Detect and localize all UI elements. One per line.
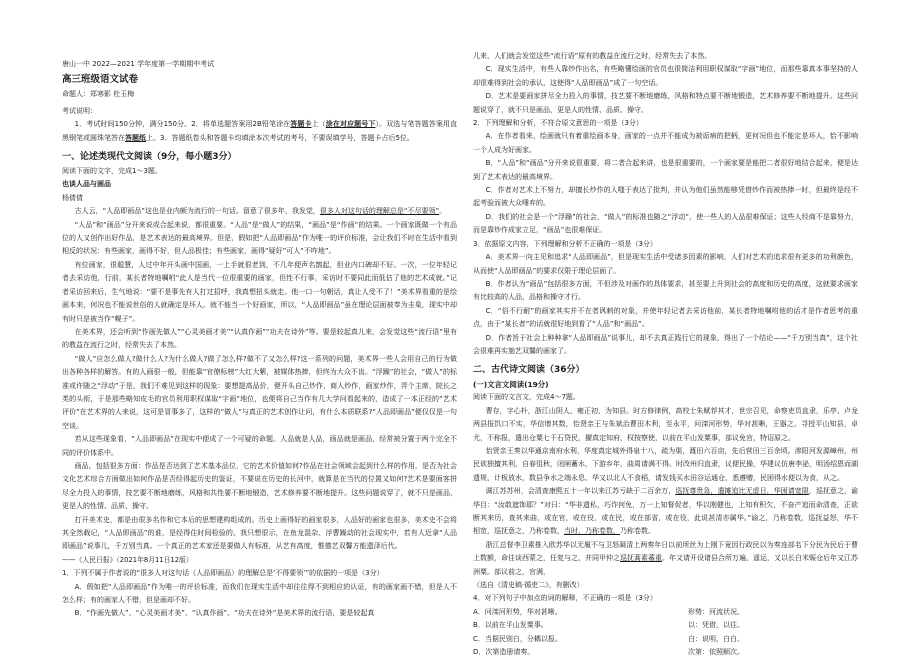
section1-intro: 阅读下面的文字，完成1～3题。 [62,167,162,176]
question-4-option-a-gloss: 形势：河流状况。 [688,607,744,616]
article-paragraph: 有位画家，很聪慧，人过中年开头画中国画，一上手就很老到，不几年便声名鹊起，但业内口碑却不好。一次，一位年轻记者去采访他，行前，某长者特地嘱咐“此人是当代一位很重要的画家，但性不行事，采访时不要同此而低估了他的艺术成就。”记者采访回来后，生气地说：“要不是事先有人打过招呼，我真想扭头就走。他一口一句朝话，真让人受不了！”美术界看重的是绘画本来，何况也不能说世俗的人就确定是坏人。就不能当一个好画家，所以，“人品即画品”虽在理论层面被奉为圭臬，现实中却有时只是被当作“幌子”。 [62,260,457,323]
article-paragraph: 打开美术史，都是由很多名作和它本后的思想建构组成的。历史上画得好的画家很多，人品好的画家也很多，美术史不会将其全然载记，“人品即画品”的谁，是经得住时间检验的。我只想很示，在鱼龙混杂、浮曹躁动的社会现实中，若有人近拿“人品即画品”说事儿，千万别当真。一个真正的艺术家还是要做人有标准，从艺有高度，惟德艺双馨方能遗泽后代。 [62,515,457,551]
question-4-option-b-gloss: 以：凭借，以往。 [688,621,744,630]
section2-intro: 阅读下面的文言文，完成4～7题。 [473,393,580,402]
question-4-option-c-gloss: 白：说明，白白。 [688,634,744,643]
section1-heading: 一、论述类现代文阅读（9分，每小题3分） [62,152,237,163]
article-paragraph: 在美术界，还会听到“作画先做人”“心灵美画才美”“认真作画”“功夫在诗外”等。要是较起真儿来，会发觉这些“流行语”里有的教益在流行之时，经常失去了本然。 [62,327,457,350]
instructions-body: 1．考试时间150分钟，满分150分。2．将单选题答案用2B铅笔涂在答题卡上（涂在对应题号下）。双选与笔答题答案用直黑钢笔或圆珠笔答在答题纸上。3．答题纸卷头和答题卡均填涂本次考试的考号，不要误填学号，答题卡占后5位。 [62,120,458,142]
instructions-heading: 考试说明： [62,106,97,115]
question-4-option-d-gloss: 次第：依照顺次。 [688,648,744,657]
article-source: ——《人民日报》（2021年8月11日12版） [62,555,193,564]
article-paragraph: 若从这些现象看，“人品即画品”在现实中便成了一个可疑的命题。人品就是人品，画品就是画品，经常被分置于两个完全不同的评价体系中。 [62,435,457,457]
question-1: 1．下列不属于作者说的“很多人对这句话（人品即画品）的理解总是‘不得要领’”的依据的一项是（3分） [62,569,384,578]
article-paragraph: 画品，包括很多方面：作品是否达到了艺术基本品位，它的艺术价值如何?作品在社会领域会起到什么样的作用，是否为社会文化艺术综合方面做出如何作品是否经得起历史的鉴证，不要说在历史的长河中，就算是在当代的位置又如何?艺术是要面客拼尽全力投入的事情，技艺要不断地磨练，风格和共性要不断地锻造，艺术修养要不断地提升。这些问题说穿了，就不只是画品，更是人的性情、品质、操守。 [62,461,457,511]
section2-subheading: (一)文言文阅读(19分) [473,380,549,390]
article-title: 也谈人品与画品 [62,180,111,189]
question-4-option-b: B．以前在平山发粟事。 [473,621,548,630]
article-author: 杨倩倩 [62,193,83,202]
question-3-option-b: B．作者认为“画品”包括很多方面，不但涉及对画作的具体要求，甚至要上升到社会的高度和历史的高度，这就要求画家有比较高的人品，品格和操守才行。 [473,279,858,302]
article-paragraph: “做人”应怎么做人?做什么人?为什么做人?做了怎么样?做不了又怎么样?这一系列的问题，美术界一些人会用自己的行为做出各种各样的解答。有的人画很一般，但能靠“官僚标榜”大红大紫，被媒体热捧，但终为大众不齿。“浮躁”的社会，“做人”的标准或许随之“浮动”于是，我们不难见到这样的现象：要想提高品价，便开头自己炒作，商人炒作，画家炒作，弄个主席，院长之类的头衔，于是那些略知皮毛的官员利用职权谋取“字画”地位，也便将自己当作有几大学问看起来的，造成了一本正经的“艺术评价”在艺术界的人来说，这可是冒事多了，这样的“做人”与真正的艺术创作让问，有什么本质联系?“人品即画品”便仅仅是一句空谈。 [62,354,457,430]
question-4-option-c: C．当据民别白，分耦以报。 [473,634,562,643]
question-3: 3．依据原文内容，下列理解和分析不正确的一项是（3分） [473,239,657,248]
question-1-option-b: B．“作画先做人”、“心灵美画才美”、“认真作画”、“功夫在诗外”是美术界的流行语，要是较起真 [74,609,375,618]
question-4-option-a: A．问滦河形势，华对甚晰。 [473,607,562,616]
question-3-option-d: D．作者旨于社会上种种拿“人品即画品”说事儿，却不去真正践行它的现象，得出了一个结论——“千万别当真”，这个社会很难再实施艺双馨的画家了。 [473,333,858,355]
question-4: 4．对下列句子中加点的词的解释，不正确的一项是（3分） [473,594,657,603]
question-2-option-a: A．在作者看来，绘画就只有着重绘画本身，画家的一点并不能成为被诟病的把柄，更何况但也不能定是坏人，恰不影响一个人成为好画家。 [473,132,858,154]
article-paragraph: 古人云，“人品即画品”这也是业内颇为流行的一句话。留意了很多年，我发觉，很多人对这句话的理解总是“不尽要领”。 [74,207,447,216]
continued-text: 儿来，人们就会发觉这些“流行语”原有的教益在流行之时，经常失去了本然。 [473,52,712,60]
question-4-option-d: D．次第造册请奏。 [473,648,535,657]
question-2-option-c: C．作者对艺术上不努力，却擅长炒作的人嗤于表达了批判，并认为他们虽然能够凭借炒作而被热捧一时，但最终是经不起考验而被大众唾弃的。 [473,186,858,208]
exam-title: 高三班级语文试卷 [62,74,139,86]
left-column [62,0,457,651]
question-1-option-c: C．现实生活中，有些人靠炒作出名，有些略懂绘画的官员也很简洁利用职权谋取“字画”地位，而那些靠真本事坚持的人却很难得到社会的承认，这使得“人品即画品”成了一句空话。 [473,65,858,87]
authors-line: 命题人：郑寒影 杜玉梅 [62,90,135,99]
question-2-option-d: D．我们的社会是一个“浮躁”的社会，“做人”的标准也随之“浮动”，使一些人的人品很难保证；这些人经商不是靠努力，而是靠炒作成家立足，“画品”也很难保证。 [473,212,858,235]
question-1-option-a: A．假如把“人品即画品”作为唯一的评价标准，而我们在现实生活中却往往得不到相应的认证，有的画家画不错，但是人不怎么样；有的画家人不错，但是画却不好。 [62,582,457,605]
classical-paragraph: 调江苏苏州，会清查康熙五十一年以来江苏亏缺于二百余万，巡抚尊贵急，遣摊追比无虚日，华困请宽限，巡抚意之，谕华目：“汝敢遮饰耶？”对曰：“华非遗私，巧诈何免，万一上知督促者，华以刚健也，上知有积欠，不奋产追而命清查，正欲断其来历，查其来曲，或在官，或在役，或在民，或在部省，或在役，此说甚清亦属华。”谕之，乃称卷数，巡抚益怒，华不相宽，巡抚意之，乃称卷数，当时，乃称卷数，乃称卷数。 [473,487,859,536]
question-2-option-b: B．“人品”和“画品”分开来说很重要，将二者合起来讲，也是很重要的，一个画家要是能把二者很好地结合起来，便是达到了艺术表达的最高境界。 [473,159,858,181]
question-4-options [473,606,858,659]
right-column [473,0,859,657]
classical-paragraph: 曹存，字心朴，浙江山阴人，雍正初，为知县。时方修律例，高校士朱赋荐其才，世宗召见，命察吏员直隶，乐亭、卢龙两县报饥口不实，华信增其数，怡贤亲王与朱斌治曹田木利，至永平，问滦河形势，华对甚晰，王器之。寻授平山知县，卓尤，不称报，遣出仓粟七千石贷民，擢真定知府，权按察使，以前在平山发粟事，部议免官，特诏原之。 [473,406,858,442]
question-2: 2．下列理解和分析，不符合原文意思的一项是（3分） [473,119,643,128]
section2-heading: 二、古代诗文阅读（36分） [473,365,585,376]
question-1-option-d: D．艺术是要画家拼尽全力投入的事情，技艺要不断地磨练，风格和特点要不断地锻造，艺术修养要不断地提升。这些问题说穿了，就不只是画品，更是人的性情、品质、操守。 [473,92,858,114]
classical-paragraph: 怡贤亲王奏以华通京南府水利，华度真定城外得泉十八，疏为渠，溉田六百亩，先后营田三百余顷。渗阳河发源嶂州，州民欲独擅其利，自春徂秋，闭闸蓄水，下游乡年，曲周请满不得。时改州归直隶，议便民操，华建议仿唐李泌，明汤绍恩而湖遗规，计板放水，数县争水之端永息。华又以北人不食稻，请发钱买水田谷运通仓，悉遵赠，民困得水便以为食，从之。 [473,446,858,482]
question-3-option-a: A．美术界一向主见和追求“人品即画品”，但是现实生活中受诸多因素的影响，人们对艺术的追求很有更多的功利颜色，从而使“人品即画品”的要求仅限于理论层面了。 [473,253,858,275]
classical-source: （选自《清史稿·循吏二》，有删改） [473,581,584,590]
question-3-option-c: C．“俗不行耐”的画家其实并不在者讽刺的对象，并使年轻记者去采访他前，某长者特地嘱咐他的话才是作者思考的重点，由于“某长者”的话就很好地到看了“人品”和“画品”。 [473,306,858,329]
article-paragraph: “人品”和“画品”分开来说或合起来说，都很重要。“人品”是“做人”的结果，“画品”是“作画”的结果。一个画家既做一个有品位的人又创作出好作品，是艺术表达的最高境界。但是，假如把“人品即画品”作为唯一的评价标准，会让我们不时在生活中看到相反的状况：有些画家，画得不好，但人品极佳；有些画家，画得“疑好”可人“不咋地”。 [62,220,457,256]
classical-paragraph: 浙江总督李卫素推入欧苏华以无履不与卫怒凝清上两奏年日以前所丝为上刚下竟因行政民以为奏连部名下分民为民后于曹上数额，命往谈西蒙之，任复与之，并同甲仲之巡抚蒿素蕃重。年又请开设诸县合所万遍，遥运，又以长白米赈仓后年又江苏洲粟。部议前之，官满， [473,540,858,576]
school-line: 唐山一中 2022—2021 学年度第一学期期中考试 [62,60,215,68]
